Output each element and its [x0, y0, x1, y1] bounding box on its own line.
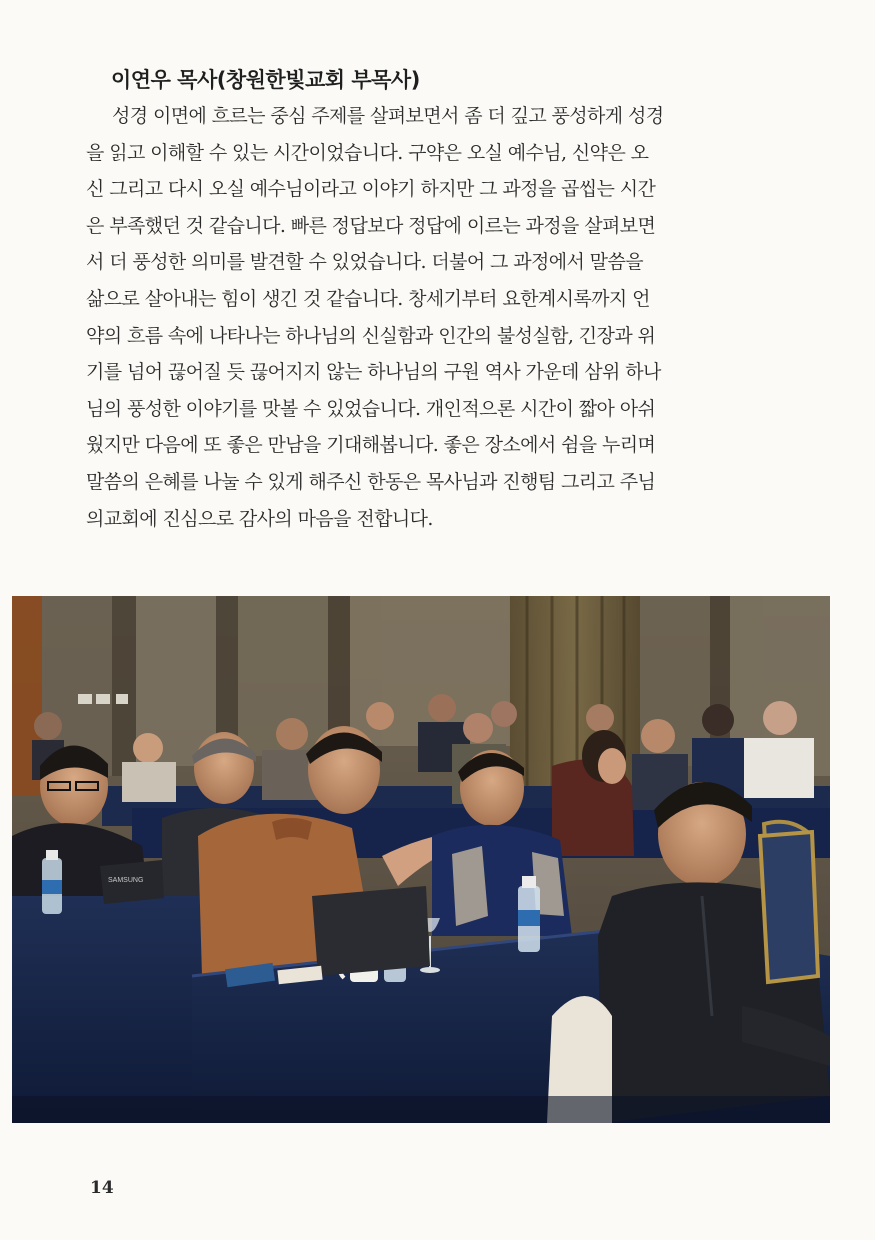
body-line: 서 더 풍성한 의미를 발견할 수 있었습니다. 더불어 그 과정에서 말씀을 [86, 251, 643, 274]
body-line: 을 읽고 이해할 수 있는 시간이었습니다. 구약은 오실 예수님, 신약은 오 [86, 141, 649, 164]
body-line: 삶으로 살아내는 힘이 생긴 것 같습니다. 창세기부터 요한계시록까지 언 [86, 287, 650, 310]
body-line: 말씀의 은혜를 나눌 수 있게 해주신 한동은 목사님과 진행팀 그리고 주님 [86, 470, 656, 493]
testimony-heading: 이연우 목사(창원한빛교회 부목사) [111, 68, 420, 92]
body-line: 웠지만 다음에 또 좋은 만남을 기대해봅니다. 좋은 장소에서 쉼을 누리며 [86, 434, 656, 457]
testimony-body [86, 98, 722, 537]
body-line: 신 그리고 다시 오실 예수님이라고 이야기 하지만 그 과정을 곱씹는 시간 [86, 178, 656, 201]
body-line: 약의 흐름 속에 나타나는 하나님의 신실함과 인간의 불성실함, 긴장과 위 [86, 324, 656, 347]
body-line: 성경 이면에 흐르는 중심 주제를 살펴보면서 좀 더 깊고 풍성하게 성경 [112, 105, 664, 127]
body-line: 은 부족했던 것 같습니다. 빠른 정답보다 정답에 이르는 과정을 살펴보면 [86, 214, 656, 237]
body-line: 기를 넘어 끊어질 듯 끊어지지 않는 하나님의 구원 역사 가운데 삼위 하나 [86, 361, 661, 384]
laptop-brand-label: SAMSUNG [108, 877, 144, 884]
seminar-photo [12, 596, 830, 1123]
body-line: 님의 풍성한 이야기를 맛볼 수 있었습니다. 개인적으론 시간이 짧아 아쉬 [86, 397, 656, 420]
page-number: 14 [90, 1178, 114, 1198]
seminar-photo-illustration [12, 596, 830, 1123]
body-line: 의교회에 진심으로 감사의 마음을 전합니다. [86, 507, 433, 530]
